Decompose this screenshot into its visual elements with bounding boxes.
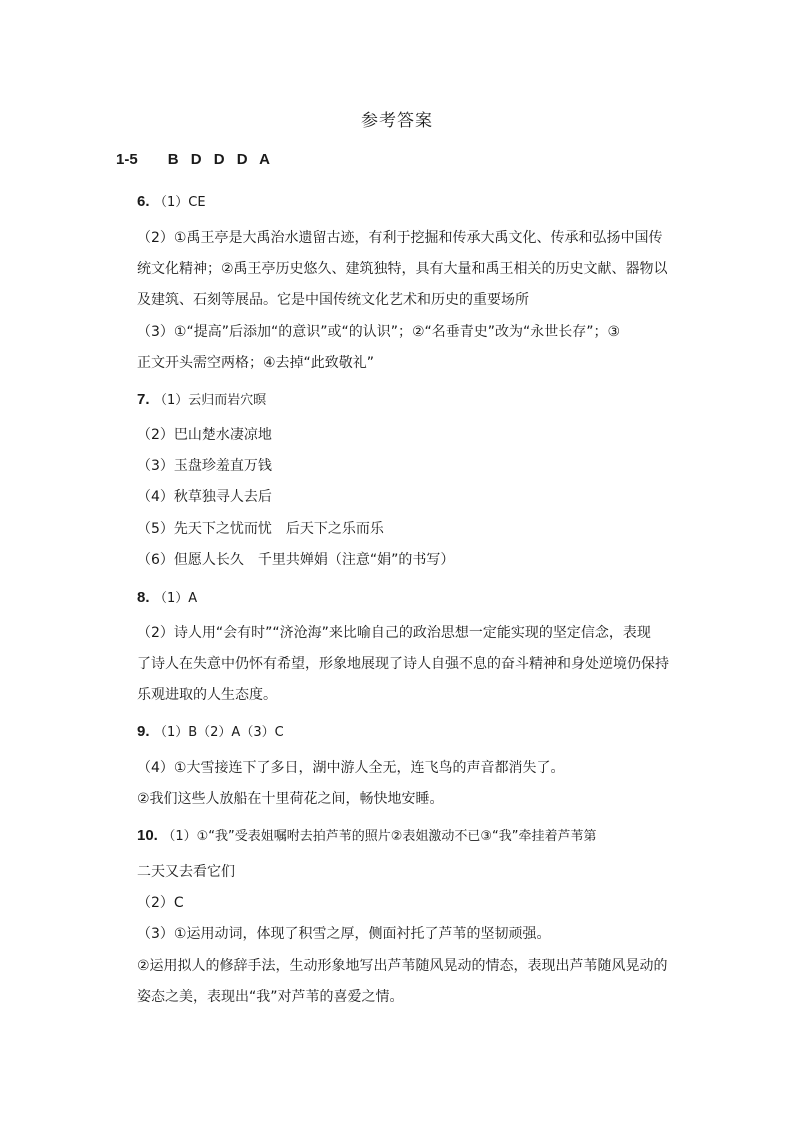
q8-number: 8. (137, 589, 150, 606)
q9-part1 (137, 722, 677, 743)
q10-part3-line1: （3）①运用动词，体现了积雪之厚，侧面衬托了芦苇的坚韧顽强。 (137, 926, 551, 942)
q9-number: 9. (137, 723, 150, 740)
q10-part3-line2: ②运用拟人的修辞手法，生动形象地写出芦苇随风晃动的情态，表现出芦苇随风晃动的 (137, 958, 668, 974)
q7-part1 (137, 390, 677, 411)
q6-part2-line1: （2）①禹王亭是大禹治水遗留古迹，有利于挖掘和传承大禹文化、传承和弘扬中国传 (137, 230, 663, 246)
q1-5-choices: B D D D A (167, 151, 274, 168)
q8-part2-line3: 乐观进取的人生态度。 (137, 687, 277, 703)
q8-part2-line2: 了诗人在失意中仍怀有希望，形象地展现了诗人自强不息的奋斗精神和身处逆境仍保持 (137, 656, 669, 672)
q10-number: 10. (137, 827, 158, 844)
q7-part3: （3）玉盘珍羞直万钱 (137, 458, 272, 474)
q9-p1-text: （1）B（2）A（3）C (153, 725, 284, 740)
q10-p1-text: （1）①“我”受表姐嘱咐去拍芦苇的照片②表姐激动不已③“我”牵挂着芦苇第 (162, 829, 597, 844)
q7-p1-text: （1）云归而岩穴暝 (153, 393, 267, 408)
q6-part2-line2: 统文化精神；②禹王亭历史悠久、建筑独特，具有大量和禹王相关的历史文献、器物以 (137, 261, 668, 277)
q6-part1 (137, 192, 677, 213)
q7-number: 7. (137, 391, 150, 408)
q1-5-answer (116, 150, 656, 170)
q10-part1-line2: 二天又去看它们 (137, 864, 235, 880)
q9-part4-line2: ②我们这些人放船在十里荷花之间，畅快地安睡。 (137, 791, 444, 807)
q7-part2: （2）巴山楚水凄凉地 (137, 427, 272, 443)
q7-part6: （6）但愿人长久 千里共婵娟（注意“娟”的书写） (137, 552, 455, 568)
q10-part1-line1 (137, 826, 677, 847)
q6-part3-line1: （3）①“提高”后添加“的意识”或“的认识”；②“名垂青史”改为“永世长存”；③ (137, 324, 621, 340)
q6-part3-line2: 正文开头需空两格；④去掉“此致敬礼” (137, 355, 375, 371)
q10-part2: （2）C (137, 895, 184, 911)
q6-part2-line3: 及建筑、石刻等展品。它是中国传统文化艺术和历史的重要场所 (137, 292, 529, 308)
q6-number: 6. (137, 193, 150, 210)
q7-part4: （4）秋草独寻人去后 (137, 489, 272, 505)
q10-part3-line3: 姿态之美，表现出“我”对芦苇的喜爱之情。 (137, 989, 404, 1005)
q8-p1-text: （1）A (153, 591, 198, 606)
q6-p1-text: （1）CE (153, 195, 206, 210)
q8-part2-line1: （2）诗人用“会有时”“济沧海”来比喻自己的政治思想一定能实现的坚定信念，表现 (137, 625, 651, 641)
q1-5-number: 1-5 (116, 151, 138, 168)
q9-part4-line1: （4）①大雪接连下了多日，湖中游人全无，连飞鸟的声音都消失了。 (137, 760, 565, 776)
page-title: 参考答案 (361, 111, 433, 131)
q7-part5: （5）先天下之忧而忧 后天下之乐而乐 (137, 521, 384, 537)
q8-part1 (137, 588, 677, 609)
